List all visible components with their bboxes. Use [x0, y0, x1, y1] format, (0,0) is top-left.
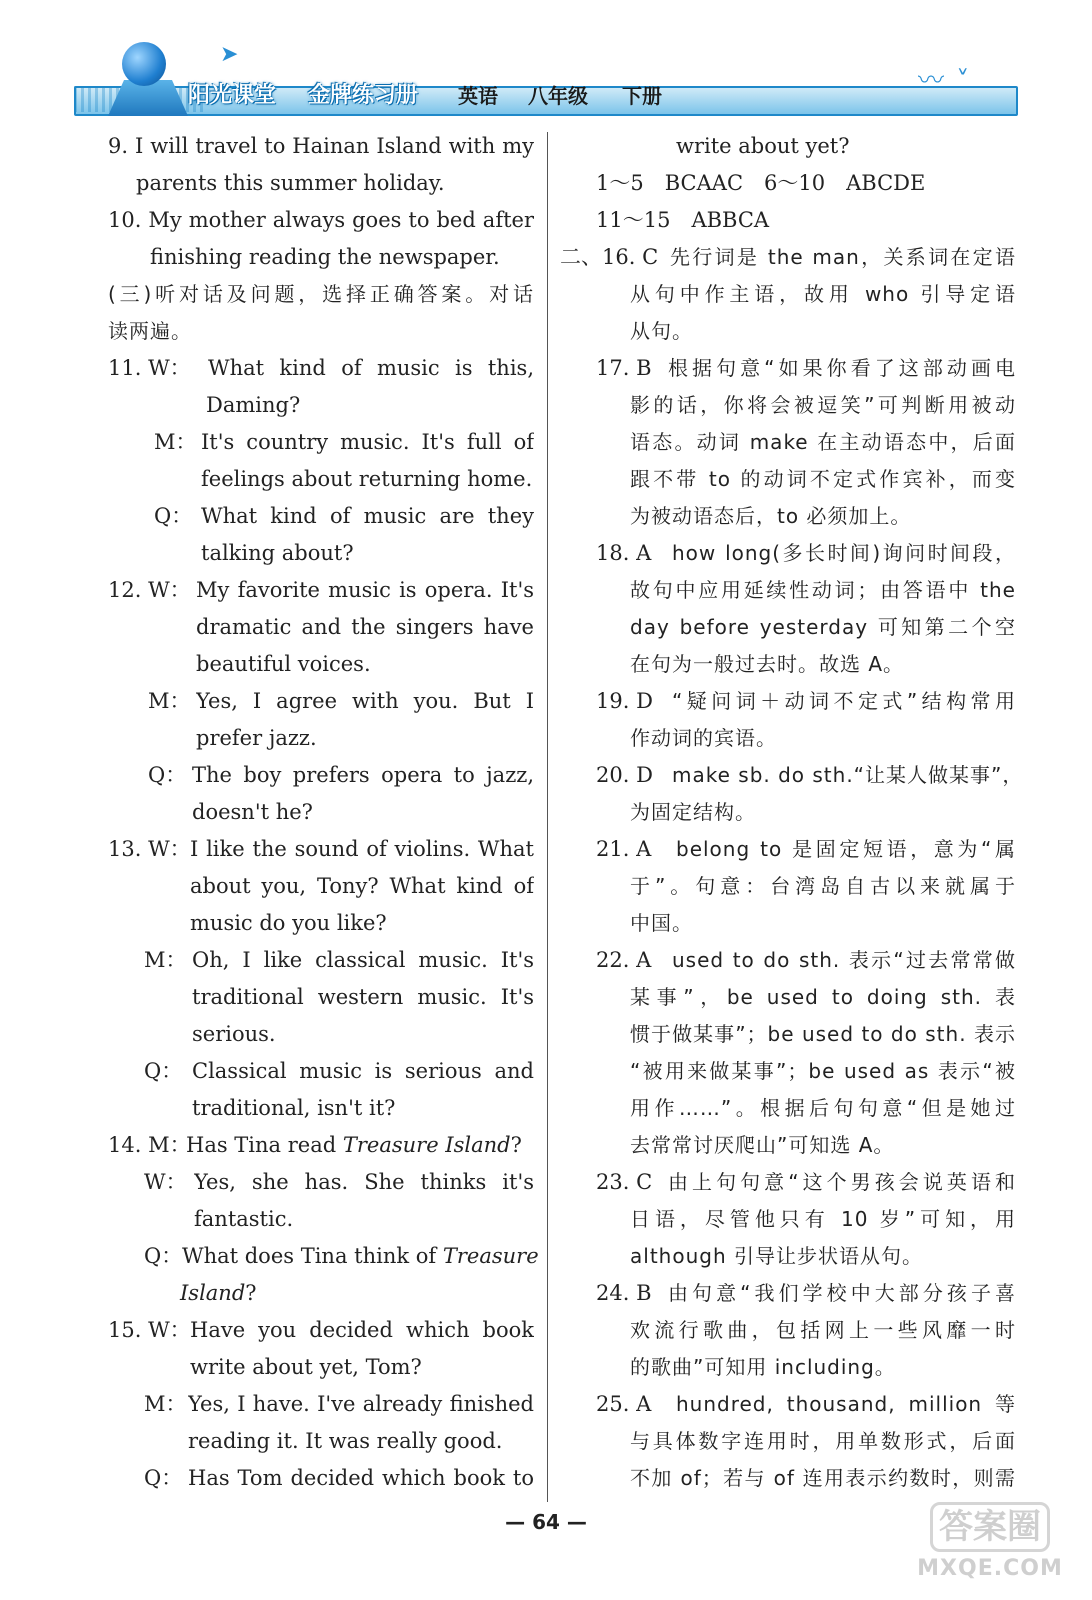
explanation-line: day before yesterday 可知第二个空 — [630, 615, 1016, 639]
question-number: 24. B — [596, 1281, 652, 1305]
dialogue-line: serious. — [192, 1022, 276, 1046]
dialogue-line: talking about? — [201, 541, 354, 565]
explanation-line: 去常常讨厌爬山”可知选 A。 — [630, 1133, 895, 1157]
text-line: finishing reading the newspaper. — [150, 245, 500, 269]
speaker-label: 12. W： — [108, 578, 191, 602]
question-number: 17. B — [596, 356, 652, 380]
explanation-line: 由上句句意“这个男孩会说英语和 — [668, 1170, 1016, 1194]
dialogue-line: dramatic and the singers have — [196, 615, 534, 639]
question-label: Q： — [144, 1466, 183, 1490]
dialogue-line: about you, Tony? What kind of — [190, 874, 534, 898]
question-number: 20. D — [596, 763, 653, 787]
speaker-label: M： — [144, 1392, 187, 1416]
explanation-line: used to do sth. 表示“过去常常做 — [672, 948, 1016, 972]
explanation-line: 作动词的宾语。 — [630, 726, 777, 750]
explanation-line: 中国。 — [630, 911, 693, 935]
question-number: 21. A — [596, 837, 652, 861]
speaker-label: 14. M： — [108, 1133, 191, 1157]
speaker-label: 13. W： — [108, 837, 191, 861]
dialogue-line: What kind of music is this, — [208, 356, 534, 380]
dialogue-line: It's country music. It's full of — [201, 430, 534, 454]
dialogue-line: The boy prefers opera to jazz, — [192, 763, 534, 787]
explanation-line: 从句中作主语，故用 who 引导定语 — [630, 282, 1016, 306]
dialogue-line: Classical music is serious and — [192, 1059, 534, 1083]
question-number: 22. A — [596, 948, 652, 972]
explanation-line: 语态。动词 make 在主动语态中，后面 — [630, 430, 1016, 454]
text-line: 10. My mother always goes to bed after — [108, 208, 534, 232]
dialogue-line: My favorite music is opera. It's — [196, 578, 534, 602]
watermark-url: MXQE.COM — [917, 1556, 1063, 1581]
speaker-label: M： — [154, 430, 197, 454]
column-divider — [547, 132, 548, 1502]
explanation-line: 用作……”。根据后句句意“但是她过 — [630, 1096, 1016, 1120]
dialogue-line: doesn't he? — [192, 800, 313, 824]
dialogue-line: Daming? — [206, 393, 301, 417]
question-label: Q： — [148, 763, 187, 787]
explanation-line: 的歌曲”可知用 including。 — [630, 1355, 896, 1379]
question-number: 二、16. C — [560, 245, 659, 269]
book-title: Island — [180, 1281, 246, 1305]
dialogue-line: fantastic. — [194, 1207, 294, 1231]
dialogue-line: Has Tom decided which book to — [188, 1466, 534, 1490]
dialogue-line — [186, 1127, 522, 1163]
explanation-line: 不加 of；若与 of 连用表示约数时，则需 — [630, 1466, 1016, 1490]
explanation-line: 为固定结构。 — [630, 800, 756, 824]
explanation-line: 故句中应用延续性动词；由答语中 the — [630, 578, 1016, 602]
punctuation: ? — [510, 1133, 522, 1157]
speaker-label: M： — [148, 689, 191, 713]
dialogue-text: Has Tina read — [186, 1133, 337, 1157]
subject-label: 英语 — [458, 84, 498, 108]
dialogue-line: prefer jazz. — [196, 726, 317, 750]
answer-key: 1～5 BCAAC 6～10 ABCDE — [596, 171, 926, 195]
text-line: parents this summer holiday. — [136, 171, 445, 195]
explanation-line: 日语，尽管他只有 10 岁”可知，用 — [630, 1207, 1016, 1231]
section-heading-cont: 读两遍。 — [108, 319, 192, 343]
explanation-line: 根据句意“如果你看了这部动画电 — [668, 356, 1016, 380]
speaker-label: 15. W： — [108, 1318, 191, 1342]
dialogue-line: write about yet? — [676, 134, 850, 158]
dialogue-line — [180, 1275, 257, 1311]
grade-label: 八年级 — [528, 84, 588, 108]
book-title: Treasure — [442, 1244, 539, 1268]
explanation-line: 从句。 — [630, 319, 693, 343]
page-header — [70, 40, 1020, 122]
dialogue-line: beautiful voices. — [196, 652, 371, 676]
brand-title: 阳光课堂 — [188, 83, 277, 108]
explanation-line: 惯于做某事”；be used to do sth. 表示 — [630, 1022, 1016, 1046]
explanation-line: although 引导让步状语从句。 — [630, 1244, 923, 1268]
explanation-line: 先行词是 the man，关系词在定语 — [670, 245, 1016, 269]
explanation-line: 于”。句意：台湾岛自古以来就属于 — [630, 874, 1016, 898]
explanation-line: 欢流行歌曲，包括网上一些风靡一时 — [630, 1318, 1016, 1342]
explanation-line: 与具体数字连用时，用单数形式，后面 — [630, 1429, 1016, 1453]
explanation-line: 某事”，be used to doing sth. 表 — [630, 985, 1016, 1009]
question-number: 19. D — [596, 689, 653, 713]
series-title: 金牌练习册 — [308, 83, 419, 108]
watermark — [900, 1500, 1080, 1595]
dialogue-line — [182, 1238, 539, 1274]
explanation-line: how long(多长时间)询问时间段， — [672, 541, 1016, 565]
dialogue-line: I like the sound of violins. What — [190, 837, 534, 861]
dialogue-line: Yes, she has. She thinks it's — [194, 1170, 534, 1194]
question-number: 23. C — [596, 1170, 653, 1194]
explanation-line: “被用来做某事”；be used as 表示“被 — [630, 1059, 1016, 1083]
page-number: — 64 — — [505, 1510, 587, 1534]
section-heading: (三)听对话及问题，选择正确答案。对话 — [108, 282, 534, 306]
speaker-label: 11. W： — [108, 356, 191, 380]
answer-key: 11～15 ABBCA — [596, 208, 770, 232]
question-label: Q： — [144, 1244, 183, 1268]
explanation-line: 跟不带 to 的动词不定式作宾补，而变 — [630, 467, 1016, 491]
explanation-line: hundred, thousand, million 等 — [676, 1392, 1016, 1416]
dialogue-line: Yes, I have. I've already finished — [188, 1392, 534, 1416]
dialogue-line: write about yet, Tom? — [190, 1355, 422, 1379]
question-label: Q： — [154, 504, 193, 528]
birds-icon: 〰 ˅ — [918, 66, 972, 96]
dialogue-line: What kind of music are they — [201, 504, 534, 528]
text-line: 9. I will travel to Hainan Island with my — [108, 134, 534, 158]
dialogue-line: Oh, I like classical music. It's — [192, 948, 534, 972]
explanation-line: make sb. do sth.“让某人做某事”， — [672, 763, 1024, 787]
dialogue-text: What does Tina think of — [182, 1244, 437, 1268]
speaker-label: M： — [144, 948, 187, 972]
question-number: 18. A — [596, 541, 652, 565]
explanation-line: 影的话，你将会被逗笑”可判断用被动 — [630, 393, 1016, 417]
explanation-line: “疑问词＋动词不定式”结构常用 — [672, 689, 1016, 713]
watermark-logo: 答案圈 — [930, 1502, 1050, 1552]
dialogue-line: music do you like? — [190, 911, 387, 935]
speaker-label: W： — [144, 1170, 187, 1194]
explanation-line: 为被动语态后，to 必须加上。 — [630, 504, 912, 528]
question-number: 25. A — [596, 1392, 652, 1416]
dialogue-line: traditional western music. It's — [192, 985, 534, 1009]
dialogue-line: Have you decided which book — [190, 1318, 534, 1342]
volume-label: 下册 — [622, 84, 662, 108]
dialogue-line: traditional, isn't it? — [192, 1096, 396, 1120]
book-title: Treasure Island — [342, 1133, 511, 1157]
explanation-line: 由句意“我们学校中大部分孩子喜 — [668, 1281, 1016, 1305]
dialogue-line: reading it. It was really good. — [188, 1429, 503, 1453]
question-label: Q： — [144, 1059, 183, 1083]
globe-icon — [122, 42, 166, 86]
paper-plane-icon: ➤ — [220, 42, 239, 67]
explanation-line: belong to 是固定短语，意为“属 — [676, 837, 1016, 861]
explanation-line: 在句为一般过去时。故选 A。 — [630, 652, 905, 676]
dialogue-line: Yes, I agree with you. But I — [196, 689, 534, 713]
dialogue-line: feelings about returning home. — [201, 467, 533, 491]
punctuation: ? — [245, 1281, 257, 1305]
